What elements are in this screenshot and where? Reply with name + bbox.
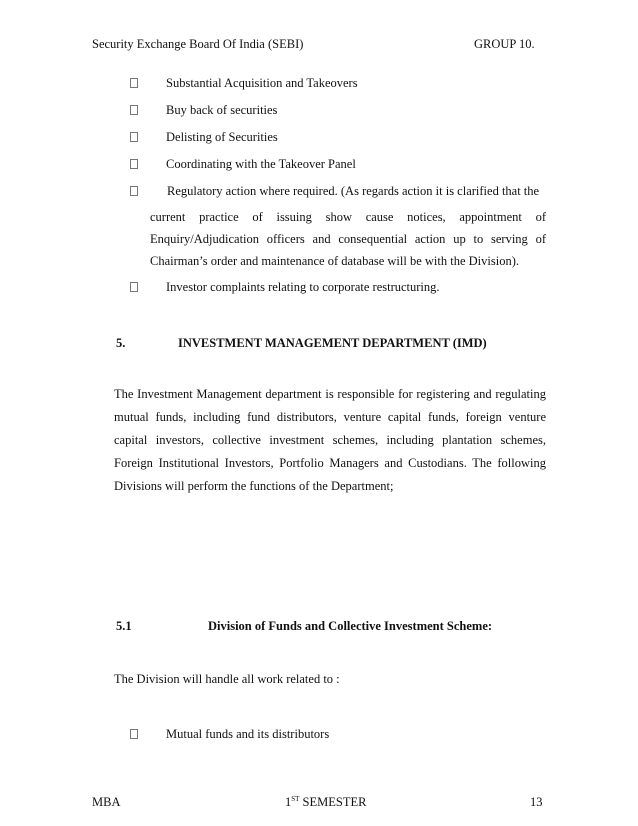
list-item-text: Regulatory action where required. (As regards action it is clarified that the	[167, 184, 540, 198]
paragraph-line: capital investors, collective investment schemes, including plantation schemes,	[114, 433, 546, 447]
list-item-continuation: Chairman’s order and maintenance of database will be with the Division).	[150, 254, 519, 268]
list-item-text: Coordinating with the Takeover Panel	[166, 157, 356, 171]
list-item-text: Investor complaints relating to corporate restructuring.	[166, 280, 440, 294]
list-item-continuation: current practice of issuing show cause notices, appointment of	[150, 210, 546, 224]
subsection-title: Division of Funds and Collective Investment Scheme:	[208, 619, 493, 633]
header-group: GROUP 10.	[474, 37, 535, 51]
paragraph-line: Foreign Institutional Investors, Portfolio Managers and Custodians. The following	[114, 456, 546, 470]
list-item-continuation: Enquiry/Adjudication officers and consequential action up to serving of	[150, 232, 546, 246]
header-title: Security Exchange Board Of India (SEBI)	[92, 37, 304, 51]
footer-semester	[285, 795, 366, 810]
list-item-text: Buy back of securities	[166, 103, 278, 117]
paragraph-line: Divisions will perform the functions of the Department;	[114, 479, 394, 493]
list-item-text: Mutual funds and its distributors	[166, 727, 330, 741]
bullet-box-icon	[130, 105, 138, 115]
subsection-number: 5.1	[116, 619, 132, 633]
list-item-text: Substantial Acquisition and Takeovers	[166, 76, 358, 90]
footer-semester-suffix: ST	[291, 795, 300, 803]
bullet-box-icon	[130, 159, 138, 169]
footer-semester-number: 1	[285, 795, 292, 809]
bullet-box-icon	[130, 78, 138, 88]
section-title: INVESTMENT MANAGEMENT DEPARTMENT (IMD)	[178, 336, 487, 350]
list-item-text: Delisting of Securities	[166, 130, 278, 144]
paragraph-line: The Division will handle all work related to :	[114, 672, 340, 686]
paragraph-line: The Investment Management department is responsible for registering and regulating	[114, 387, 546, 401]
footer-left: MBA	[92, 795, 121, 809]
bullet-box-icon	[130, 282, 138, 292]
footer-semester-text: SEMESTER	[299, 795, 367, 809]
section-number: 5.	[116, 336, 126, 350]
bullet-box-icon	[130, 132, 138, 142]
bullet-box-icon	[130, 729, 138, 739]
bullet-box-icon	[130, 186, 138, 196]
page-number: 13	[530, 795, 543, 809]
paragraph-line: mutual funds, including fund distributors, venture capital funds, foreign venture	[114, 410, 546, 424]
